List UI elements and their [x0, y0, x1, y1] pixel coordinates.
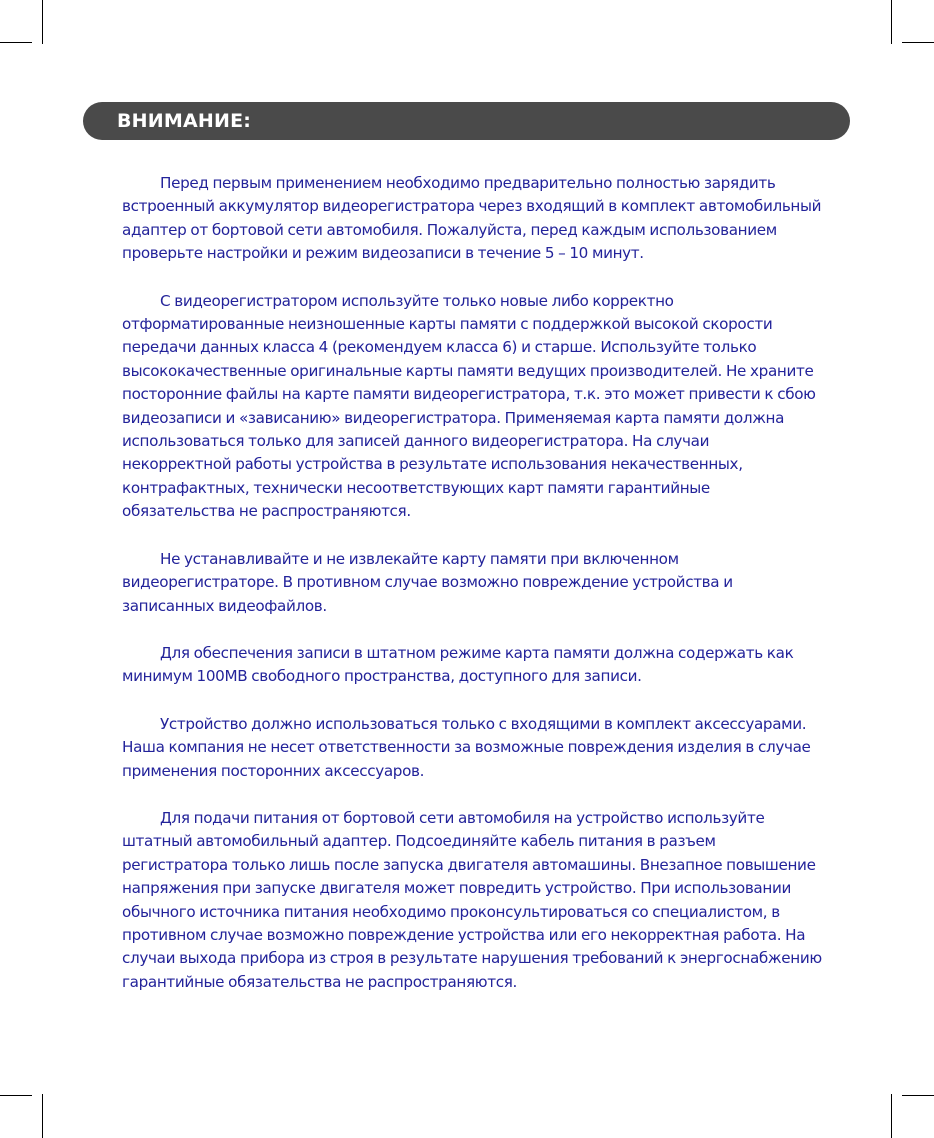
crop-mark-top-right-vertical: [891, 0, 892, 44]
crop-mark-bottom-left-vertical: [42, 1094, 43, 1138]
warning-header-bar: [83, 102, 850, 140]
crop-mark-top-left-horizontal: [0, 42, 32, 43]
crop-mark-top-right-horizontal: [902, 42, 934, 43]
crop-mark-bottom-right-vertical: [891, 1094, 892, 1138]
paragraph-card-insertion: Не устанавливайте и не извлекайте карту памяти при включенном видеорегистраторе. В противном случае возможно повреждение устройства и записанных видеофайлов.: [122, 549, 733, 615]
warning-title: ВНИМАНИЕ:: [117, 110, 252, 132]
paragraph-memory-cards: С видеорегистратором используйте только новые либо корректно отформатированные неизношенные карты памяти с поддержкой высокой скорости передачи данных класса 4 (рекомендуем класса 6) и старше. Используйте только высококачественные оригинальные карты памяти ведущих производителей. Не храните посторонние файлы на карте памяти видеорегистратора, т.к. это может привести к сбою видеозаписи и «зависанию» видеорегистратора. Применяемая карта памяти должна использоваться только для записей данного видеорегистратора. На случаи некорректной работы устройства в результате использования некачественных, контрафактных, технически несоответствующих карт памяти гарантийные обязательства не распространяются.: [122, 291, 816, 521]
paragraph-free-space: Для обеспечения записи в штатном режиме карта памяти должна содержать как минимум 100MB свободного пространства, доступного для записи.: [122, 643, 794, 686]
paragraph-accessories: Устройство должно использоваться только с входящими в комплект аксессуарами. Наша компания не несет ответственности за возможные повреждения изделия в случае применения посторонних аксессуаров.: [122, 714, 811, 780]
paragraph-first-use: Перед первым применением необходимо предварительно полностью зарядить встроенный аккумулятор видеорегистратора через входящий в комплект автомобильный адаптер от бортовой сети автомобиля. Пожалуйста, перед каждым использованием проверьте настройки и режим видеозаписи в течение 5 – 10 минут.: [122, 174, 822, 263]
warning-content: [122, 172, 822, 1018]
paragraph-power-supply: Для подачи питания от бортовой сети автомобиля на устройство используйте штатный автомобильный адаптер. Подсоединяйте кабель питания в разъем регистратора только лишь после запуска двигателя автомашины. Внезапное повышение напряжения при запуске двигателя может повредить устройство. При использовании обычного источника питания необходимо проконсультироваться со специалистом, в противном случае возможно повреждение устройства или его некорректная работа. На случаи выхода прибора из строя в результате нарушения требований к энергоснабжению гарантийные обязательства не распространяются.: [122, 808, 822, 991]
crop-mark-bottom-right-horizontal: [902, 1095, 934, 1096]
crop-mark-bottom-left-horizontal: [0, 1095, 32, 1096]
crop-mark-top-left-vertical: [42, 0, 43, 44]
